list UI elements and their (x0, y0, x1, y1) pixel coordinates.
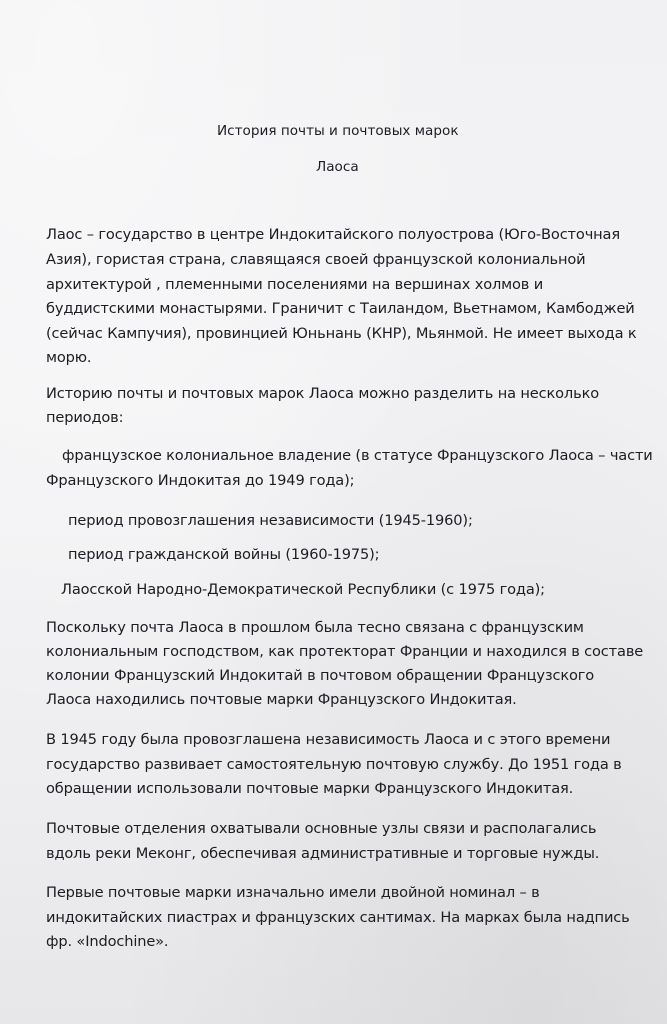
paragraph-6-line: индокитайских пиастрах и французских сантимах. На марках была надпись (46, 909, 630, 926)
paragraph-4-line: государство развивает самостоятельную почтовую службу. До 1951 года в (46, 756, 622, 773)
document-subtitle: Лаоса (316, 159, 359, 175)
paragraph-3-line: Лаоса находились почтовые марки Французского Индокитая. (46, 691, 517, 708)
paragraph-3-line: Поскольку почта Лаоса в прошлом была тесно связана с французским (46, 619, 584, 636)
paragraph-1-line: архитектурой , племенными поселениями на вершинах холмов и (46, 276, 544, 293)
paragraph-1-line: буддистскими монастырями. Граничит с Таиландом, Вьетнамом, Камбоджей (46, 300, 635, 317)
paragraph-2-line: Историю почты и почтовых марок Лаоса можно разделить на несколько (46, 385, 600, 402)
paragraph-4-line: В 1945 году была провозглашена независимость Лаоса и с этого времени (46, 731, 611, 748)
period-item: Лаосской Народно-Демократической Республики (с 1975 года); (61, 581, 545, 598)
paragraph-1-line: морю. (46, 349, 92, 366)
paragraph-2-line: периодов: (46, 409, 124, 426)
period-item: период гражданской войны (1960-1975); (68, 546, 380, 563)
paragraph-3-line: колониальным господством, как протекторат Франции и находился в составе (46, 643, 644, 660)
paragraph-4-line: обращении использовали почтовые марки Французского Индокитая. (46, 780, 574, 797)
paragraph-1-line: Лаос – государство в центре Индокитайского полуострова (Юго-Восточная (46, 226, 620, 243)
period-item-continuation: Французского Индокитая до 1949 года); (46, 472, 355, 489)
paragraph-6-line: Первые почтовые марки изначально имели двойной номинал – в (46, 884, 540, 901)
paragraph-5-line: вдоль реки Меконг, обеспечивая административные и торговые нужды. (46, 845, 600, 862)
paragraph-1-line: (сейчас Кампучия), провинцией Юньнань (КНР), Мьянмой. Не имеет выхода к (46, 325, 637, 342)
period-item: период провозглашения независимости (1945-1960); (68, 512, 473, 529)
paragraph-6-line: фр. «Indochine». (46, 933, 169, 950)
paragraph-1-line: Азия), гористая страна, славящаяся своей французской колониальной (46, 251, 586, 268)
paragraph-5-line: Почтовые отделения охватывали основные узлы связи и располагались (46, 820, 597, 837)
document-title: История почты и почтовых марок (217, 123, 459, 139)
paragraph-3-line: колонии Французский Индокитай в почтовом обращении Французского (46, 667, 595, 684)
period-item: французское колониальное владение (в статусе Французского Лаоса – части (62, 447, 653, 464)
